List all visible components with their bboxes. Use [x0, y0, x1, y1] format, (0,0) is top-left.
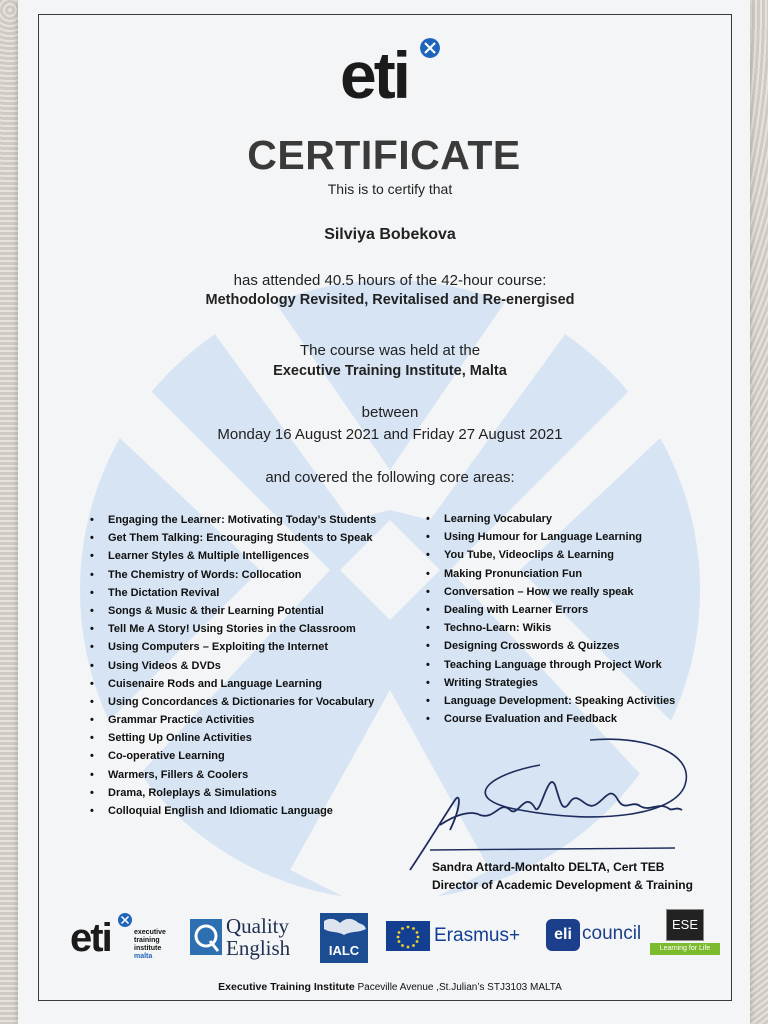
- list-item: • Using Videos & DVDs: [90, 657, 376, 675]
- council-text: council: [582, 923, 642, 944]
- list-item: • Learning Vocabulary: [426, 510, 675, 528]
- eti-logo: [340, 38, 450, 112]
- eti-sub-executive: executive: [134, 929, 166, 936]
- list-item: • Setting Up Online Activities: [90, 729, 376, 747]
- list-item: • Engaging the Learner: Motivating Today’s Students: [90, 511, 376, 529]
- ese-logo: [650, 909, 720, 961]
- signatory-name: Sandra Attard-Montalto DELTA, Cert TEB: [432, 860, 665, 874]
- erasmus-text: Erasmus+: [434, 925, 521, 946]
- erasmus-logo: [386, 919, 536, 955]
- list-item: • Techno-Learn: Wikis: [426, 619, 675, 637]
- eti-footer-x-icon: [118, 913, 132, 927]
- list-item: • Conversation – How we really speak: [426, 583, 675, 601]
- list-item: • Drama, Roleplays & Simulations: [90, 784, 376, 802]
- core-areas-right: [426, 510, 675, 728]
- eti-sub-malta: malta: [134, 953, 153, 960]
- globe-map-icon: [320, 913, 368, 943]
- ese-tagline: Learning for Life: [650, 943, 720, 955]
- certificate-title: CERTIFICATE: [247, 132, 521, 178]
- certify-line: This is to certify that: [327, 181, 453, 197]
- list-item: • You Tube, Videoclips & Learning: [426, 546, 675, 564]
- list-item: • Teaching Language through Project Work: [426, 656, 675, 674]
- covered-line: and covered the following core areas:: [265, 469, 515, 486]
- list-item: • Get Them Talking: Encouraging Students to Speak: [90, 529, 376, 547]
- quality-english-logo: [190, 915, 310, 965]
- eti-logo-text: eti: [340, 38, 409, 112]
- eti-sub-institute: institute: [134, 945, 162, 952]
- eti-x-badge-icon: [420, 38, 440, 58]
- recipient-name: Silviya Bobekova: [324, 226, 456, 243]
- list-item: • Using Concordances & Dictionaries for Vocabulary: [90, 693, 376, 711]
- list-item: • Writing Strategies: [426, 674, 675, 692]
- between-line: between: [361, 404, 419, 421]
- held-at-line: The course was held at the: [299, 342, 481, 359]
- list-item: • Designing Crosswords & Quizzes: [426, 637, 675, 655]
- list-item: • Making Pronunciation Fun: [426, 565, 675, 583]
- ese-mark: ESE: [666, 909, 704, 941]
- core-areas-left: [90, 511, 376, 820]
- address-institute: Executive Training Institute: [218, 981, 355, 993]
- course-name: Methodology Revisited, Revitalised and Re-energised: [205, 292, 575, 308]
- footer-logos: [0, 905, 768, 975]
- list-item: • Tell Me A Story! Using Stories in the Classroom: [90, 620, 376, 638]
- ialc-text: IALC: [328, 943, 360, 958]
- list-item: • Colloquial English and Idiomatic Language: [90, 802, 376, 820]
- list-item: • Dealing with Learner Errors: [426, 601, 675, 619]
- quality-english-line2: English: [226, 936, 291, 960]
- eli-mark: eli: [546, 919, 580, 951]
- course-dates: Monday 16 August 2021 and Friday 27 August 2021: [217, 426, 563, 443]
- eu-flag-icon: [386, 921, 430, 951]
- signatory-title: Director of Academic Development & Training: [432, 878, 693, 892]
- signatory-block: [432, 858, 712, 894]
- institute-name: Executive Training Institute, Malta: [273, 363, 507, 379]
- list-item: • Co-operative Learning: [90, 747, 376, 765]
- attendance-line: has attended 40.5 hours of the 42-hour course:: [233, 272, 547, 289]
- footer-address: [0, 981, 768, 993]
- list-item: • Language Development: Speaking Activities: [426, 692, 675, 710]
- list-item: • Warmers, Fillers & Coolers: [90, 766, 376, 784]
- list-item: • The Chemistry of Words: Collocation: [90, 566, 376, 584]
- list-item: • Songs & Music & their Learning Potential: [90, 602, 376, 620]
- list-item: • Grammar Practice Activities: [90, 711, 376, 729]
- eti-footer-logo: [70, 913, 180, 965]
- eli-council-logo: [546, 917, 642, 957]
- list-item: • Using Computers – Exploiting the Internet: [90, 638, 376, 656]
- list-item: • Course Evaluation and Feedback: [426, 710, 675, 728]
- address-street: Paceville Avenue ,St.Julian’s STJ3103 MALTA: [357, 982, 562, 993]
- eti-footer-logo-text: eti: [70, 916, 111, 960]
- ialc-logo: [320, 913, 368, 963]
- list-item: • Cuisenaire Rods and Language Learning: [90, 675, 376, 693]
- quality-english-line1: Quality: [226, 914, 289, 938]
- quality-english-q-icon: [190, 919, 222, 955]
- eti-sub-training: training: [134, 937, 160, 944]
- list-item: • Using Humour for Language Learning: [426, 528, 675, 546]
- list-item: • Learner Styles & Multiple Intelligences: [90, 547, 376, 565]
- list-item: • The Dictation Revival: [90, 584, 376, 602]
